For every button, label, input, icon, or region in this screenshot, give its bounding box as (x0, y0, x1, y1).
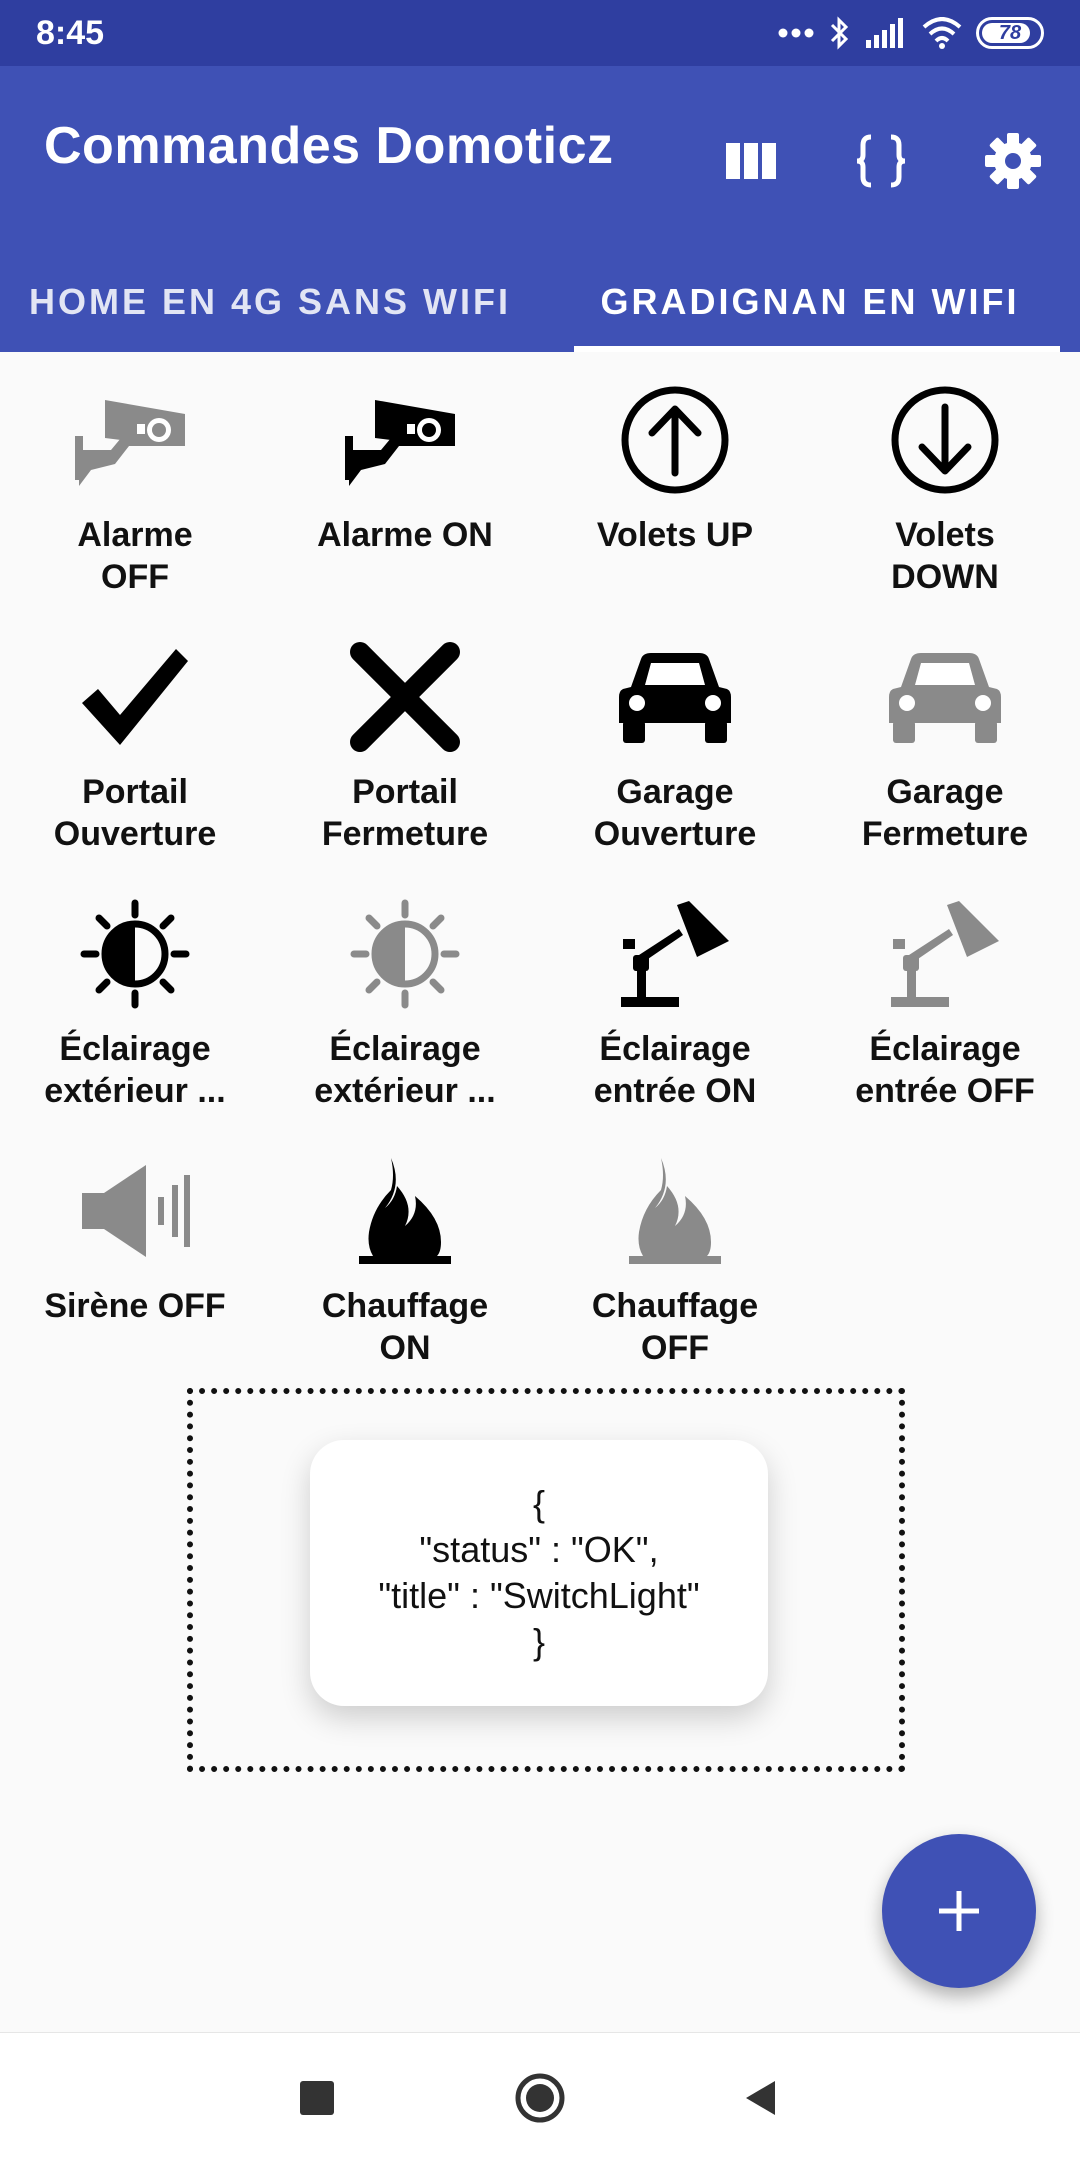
wifi-icon (922, 17, 962, 49)
view-columns-button[interactable] (706, 111, 796, 211)
tab-home-4g-label: HOME EN 4G SANS WIFI (28, 281, 512, 322)
tab-selected-indicator (574, 346, 1060, 352)
plus-icon (937, 1889, 981, 1933)
camera-icon (345, 380, 465, 500)
car-icon (615, 637, 735, 757)
command-label: Sirène OFF (44, 1287, 226, 1325)
status-time: 8:45 (36, 13, 105, 52)
back-triangle-icon (743, 2079, 779, 2117)
command-alarme-on[interactable] (270, 380, 540, 637)
command-label: Chauffage OFF (591, 1287, 759, 1367)
arrow-up-circle-icon (615, 380, 735, 500)
command-eclairage-entree-off[interactable] (810, 894, 1080, 1151)
command-chauffage-on[interactable] (270, 1151, 540, 1408)
tab-gradignan-wifi-label: GRADIGNAN EN WIFI (600, 281, 1020, 322)
command-volets-down[interactable] (810, 380, 1080, 637)
command-chauffage-off[interactable] (540, 1151, 810, 1408)
tab-bar (0, 252, 1080, 352)
arrow-down-circle-icon (885, 380, 1005, 500)
response-toast: { "status" : "OK", "title" : "SwitchLight" } (310, 1440, 768, 1706)
camera-icon (75, 380, 195, 500)
add-command-button[interactable] (882, 1834, 1036, 1988)
command-label: Éclairage entrée OFF (855, 1030, 1035, 1110)
command-label: Volets DOWN (891, 516, 999, 596)
command-label: Garage Fermeture (861, 773, 1029, 853)
command-label: Chauffage ON (321, 1287, 489, 1367)
desk-lamp-icon (885, 894, 1005, 1014)
command-garage-ouverture[interactable] (540, 637, 810, 894)
system-nav-bar (0, 2032, 1080, 2160)
view-columns-icon (726, 143, 776, 179)
bluetooth-icon (828, 15, 852, 51)
command-label: Garage Ouverture (593, 773, 757, 853)
home-circle-icon (514, 2072, 566, 2124)
flame-icon (345, 1151, 465, 1271)
desk-lamp-icon (615, 894, 735, 1014)
settings-gear-icon (984, 132, 1042, 190)
brightness-icon (345, 894, 465, 1014)
status-icons (778, 15, 1044, 51)
battery-level: 78 (998, 21, 1022, 44)
command-sirene-off[interactable] (0, 1151, 270, 1408)
flame-icon (615, 1151, 735, 1271)
more-dots-icon (778, 27, 814, 39)
json-button[interactable] (836, 111, 926, 211)
command-eclairage-entree-on[interactable] (540, 894, 810, 1151)
command-portail-ouverture[interactable] (0, 637, 270, 894)
home-button[interactable] (505, 2063, 575, 2133)
command-eclairage-exterieur-off[interactable] (270, 894, 540, 1151)
back-button[interactable] (726, 2063, 796, 2133)
brightness-icon (75, 894, 195, 1014)
command-label: Portail Fermeture (321, 773, 489, 853)
command-eclairage-exterieur-on[interactable] (0, 894, 270, 1151)
command-grid (0, 380, 1080, 1408)
tab-home-4g[interactable] (0, 252, 540, 352)
command-portail-fermeture[interactable] (270, 637, 540, 894)
status-bar (0, 0, 1080, 66)
command-label: Éclairage extérieur ... (44, 1030, 226, 1110)
command-alarme-off[interactable] (0, 380, 270, 637)
app-title: Commandes Domoticz (44, 117, 614, 175)
command-label: Portail Ouverture (53, 773, 217, 853)
tab-gradignan-wifi[interactable] (540, 252, 1080, 352)
signal-icon (866, 18, 908, 48)
app-bar (0, 66, 1080, 352)
command-volets-up[interactable] (540, 380, 810, 637)
command-label: Éclairage extérieur ... (314, 1030, 496, 1110)
command-garage-fermeture[interactable] (810, 637, 1080, 894)
command-label: Éclairage entrée ON (593, 1030, 757, 1110)
car-icon (885, 637, 1005, 757)
speaker-icon (75, 1151, 195, 1271)
recents-square-icon (300, 2081, 334, 2115)
cross-icon (345, 637, 465, 757)
json-braces-icon (853, 133, 909, 189)
checkmark-icon (75, 637, 195, 757)
command-label: Alarme ON (317, 516, 493, 554)
command-label: Alarme OFF (77, 516, 193, 596)
battery-icon (976, 17, 1044, 49)
recents-button[interactable] (282, 2063, 352, 2133)
command-label: Volets UP (596, 516, 754, 554)
settings-button[interactable] (968, 111, 1058, 211)
